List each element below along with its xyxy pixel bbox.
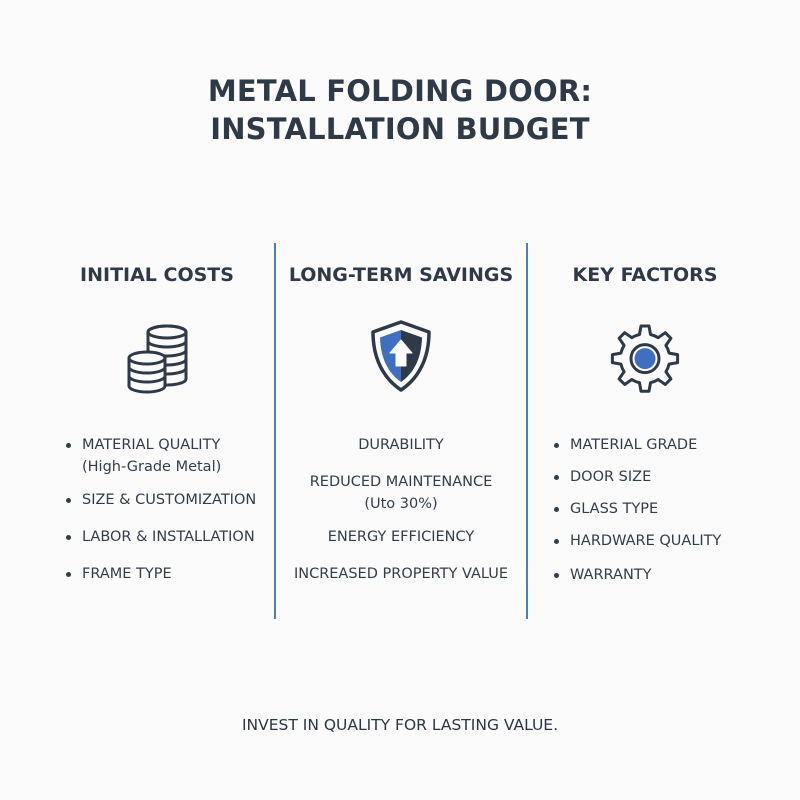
- bullet-icon: [554, 507, 559, 512]
- column-heading: LONG-TERM SAVINGS: [288, 264, 514, 286]
- bullet-icon: [554, 475, 559, 480]
- bullet-icon: [66, 535, 71, 540]
- title-line-1: METAL FOLDING DOOR:: [207, 74, 593, 108]
- list-item: INCREASED PROPERTY VALUE: [293, 566, 509, 582]
- list-item: HARDWARE QUALITY: [528, 530, 762, 552]
- bullet-icon: [554, 443, 559, 448]
- page-title: [0, 72, 800, 148]
- long-term-savings-list: [276, 434, 526, 585]
- list-item: MATERIAL GRADE: [528, 434, 762, 456]
- footer-tagline: INVEST IN QUALITY FOR LASTING VALUE.: [241, 716, 559, 734]
- list-item: GLASS TYPE: [528, 498, 762, 520]
- column-initial-costs: [40, 258, 274, 618]
- column-heading: KEY FACTORS: [572, 264, 718, 286]
- column-long-term-savings: [276, 258, 526, 618]
- shield-arrow-up-icon: [361, 318, 441, 398]
- column-heading: INITIAL COSTS: [80, 264, 234, 286]
- list-item: WARRANTY: [528, 564, 762, 586]
- list-item: MATERIAL QUALITY (High-Grade Metal): [40, 434, 274, 478]
- list-item: FRAME TYPE: [40, 563, 274, 585]
- list-item: DURABILITY: [358, 437, 444, 453]
- bullet-icon: [66, 498, 71, 503]
- list-item: DOOR SIZE: [528, 466, 762, 488]
- gear-icon: [605, 318, 685, 398]
- list-item: SIZE & CUSTOMIZATION: [40, 489, 274, 511]
- initial-costs-list: [40, 434, 274, 585]
- list-item: REDUCED MAINTENANCE (Uto 30%): [309, 474, 493, 512]
- list-item: ENERGY EFFICIENCY: [327, 529, 475, 545]
- bullet-icon: [66, 572, 71, 577]
- column-key-factors: [528, 258, 762, 618]
- bullet-icon: [554, 573, 559, 578]
- coins-stack-icon: [117, 318, 197, 398]
- list-item: LABOR & INSTALLATION: [40, 526, 274, 548]
- bullet-icon: [66, 443, 71, 448]
- title-line-2: INSTALLATION BUDGET: [210, 112, 590, 146]
- key-factors-list: [528, 434, 762, 596]
- bullet-icon: [554, 539, 559, 544]
